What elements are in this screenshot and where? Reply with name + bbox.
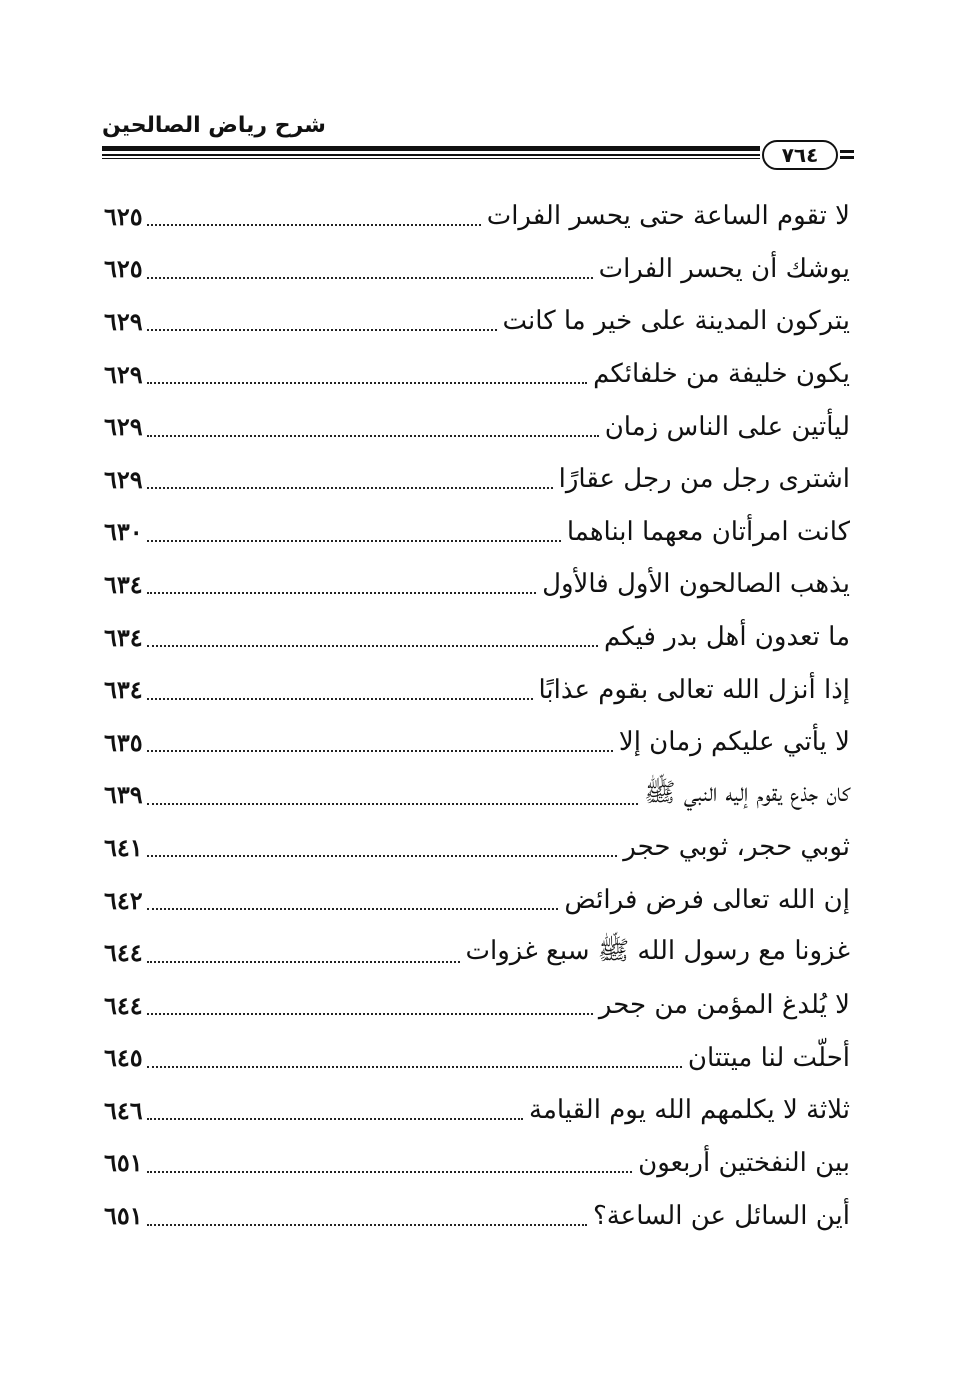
toc-entry-title: أين السائل عن الساعة؟ [592,1200,850,1231]
dot-leader [147,855,618,857]
toc-entry-title: اشترى رجل من رجل عقارًا [558,464,850,495]
toc-entry-page: ٦٢٩ [104,464,143,494]
dot-leader [147,645,598,647]
dot-leader [147,382,587,384]
toc-entry-page: ٦٢٩ [104,412,143,442]
toc-entry-title: كان جذع يقوم إليه النبي ﷺ [644,777,850,808]
dot-leader [147,1013,593,1015]
dot-leader [147,224,481,226]
dot-leader [147,435,599,437]
toc-entry[interactable] [104,295,850,348]
dot-leader [147,487,553,489]
toc-entry[interactable] [104,558,850,611]
dot-leader [147,1224,587,1226]
toc-entry-page: ٦٢٩ [104,359,143,389]
dot-leader [147,329,497,331]
toc-entry-page: ٦٥١ [104,1148,143,1178]
book-title: شرح رياض الصالحين [102,113,326,138]
toc-entry-title: لا يُلدغ المؤمن من جحر [598,990,850,1021]
toc-entry-page: ٦٤٤ [104,938,143,968]
toc-entry-title: ثوبي حجر، ثوبي حجر [623,832,850,863]
toc-entry[interactable] [104,1032,850,1085]
dot-leader [147,277,593,279]
toc-entry-page: ٦٣٤ [104,622,143,652]
toc-entry-title: لا تقوم الساعة حتى يحسر الفرات [486,201,850,232]
toc-entry-title: إن الله تعالى فرض فرائض [564,885,850,916]
toc-entry-title: إذا أنزل الله تعالى بقوم عذابًا [538,674,850,705]
toc-entry[interactable] [104,348,850,401]
toc-entry-page: ٦٣٥ [104,727,143,757]
toc-entry-title: يتركون المدينة على خير ما كانت [502,306,850,337]
dot-leader [147,908,559,910]
toc-entry-page: ٦٤٢ [104,885,143,915]
toc-entry[interactable] [104,821,850,874]
dot-leader [147,698,533,700]
toc-entry[interactable] [104,190,850,243]
toc-entry[interactable] [104,611,850,664]
dot-leader [147,1066,682,1068]
toc-entry-page: ٦٤٦ [104,1095,143,1125]
header-rule [102,146,760,162]
toc-entry-page: ٦٥١ [104,1201,143,1231]
toc-entry[interactable] [104,506,850,559]
toc-entry-title: ثلاثة لا يكلمهم الله يوم القيامة [529,1095,850,1126]
toc-entry-page: ٦٣٤ [104,675,143,705]
toc-entry-page: ٦٢٥ [104,254,143,284]
dot-leader [147,803,638,805]
toc-entry[interactable] [104,453,850,506]
toc-entry[interactable] [104,769,850,822]
dot-leader [147,1171,632,1173]
toc-entry-page: ٦٤٥ [104,1043,143,1073]
toc-entry-title: يوشك أن يحسر الفرات [598,253,850,284]
toc-entry[interactable] [104,926,850,979]
toc-entry-page: ٦٤٤ [104,990,143,1020]
toc-entry-title: كانت امرأتان معهما ابناهما [566,516,850,547]
toc-entry-title: بين النفختين أربعون [638,1147,850,1178]
toc-entry-page: ٦٣٩ [104,780,143,810]
toc-entry-page: ٦٣٤ [104,569,143,599]
toc-entry-title: لا يأتي عليكم زمان إلا [618,727,850,758]
toc-entry[interactable] [104,716,850,769]
toc-entry-title: أحلّت لنا ميتتان [687,1042,850,1073]
toc-entry[interactable] [104,243,850,296]
toc-entry[interactable] [104,663,850,716]
toc-entry[interactable] [104,979,850,1032]
toc-entry-title: ما تعدون أهل بدر فيكم [604,622,850,653]
page-number: ٧٦٤ [762,140,838,170]
table-of-contents [104,190,850,1242]
toc-entry[interactable] [104,1137,850,1190]
toc-entry[interactable] [104,400,850,453]
toc-entry-title: غزونا مع رسول الله ﷺ سبع غزوات [465,935,850,966]
toc-entry-title: يذهب الصالحون الأول فالأول [542,569,850,600]
toc-entry[interactable] [104,874,850,927]
dot-leader [147,592,536,594]
dot-leader [147,1118,523,1120]
header-ornament-icon [840,148,854,162]
toc-entry[interactable] [104,1084,850,1137]
toc-entry-page: ٦٢٩ [104,306,143,336]
toc-entry-page: ٦٢٥ [104,201,143,231]
dot-leader [147,540,561,542]
dot-leader [147,750,613,752]
toc-entry-page: ٦٣٠ [104,517,143,547]
dot-leader [147,961,460,963]
toc-entry[interactable] [104,1189,850,1242]
toc-entry-title: ليأتين على الناس زمان [604,411,850,442]
toc-entry-title: يكون خليفة من خلفائكم [593,359,850,390]
toc-entry-page: ٦٤١ [104,832,143,862]
